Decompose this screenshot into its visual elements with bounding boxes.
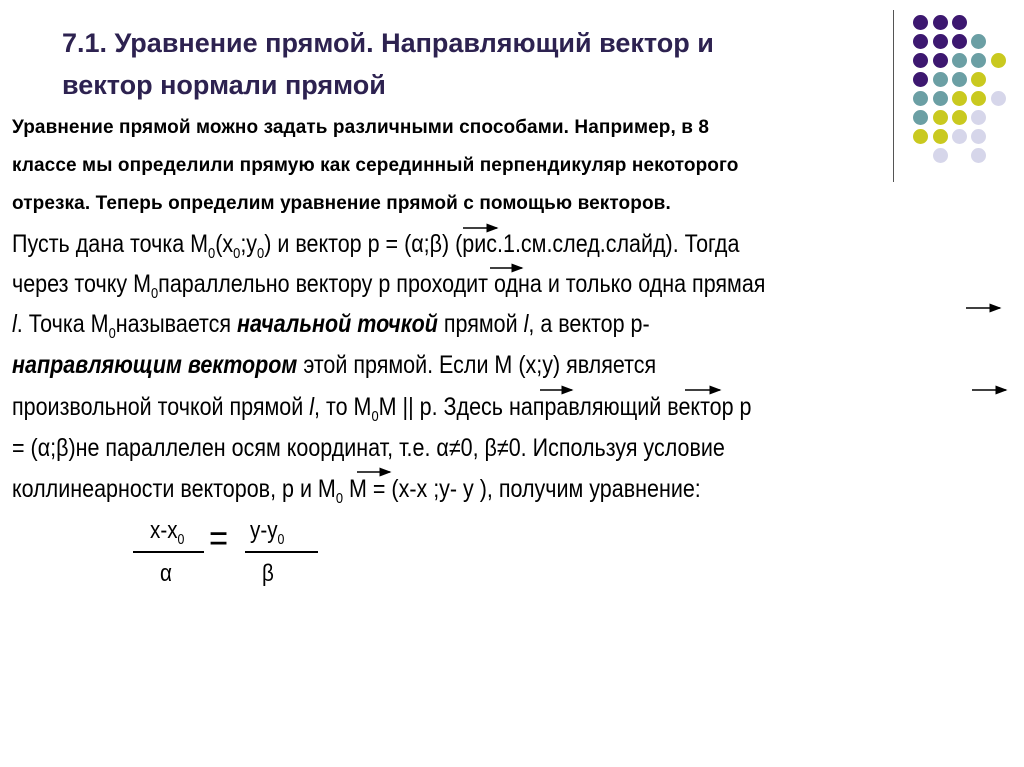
text-line-4: направляющим вектором этой прямой. Если М (х;у) является — [12, 351, 657, 379]
bold-line-1: Уравнение прямой можно задать различными способами. Например, в 8 — [12, 117, 710, 138]
formula-numerator-left: $х-х_0$ — [150, 517, 185, 548]
fraction-bar-right — [245, 551, 318, 553]
text-line-7: коллинеарности векторов, р и $М_0$ М = (х-х ;у- у ), получим уравнение: — [12, 475, 701, 507]
text-line-1: Пусть дана точка $М_0(х_0;у_0)$ и вектор р = (α;β) (рис.1.см.след.слайд). Тогда — [12, 230, 740, 262]
bold-line-3: отрезка. Теперь определим уравнение прямой с помощью векторов. — [12, 193, 671, 214]
formula-denominator-right: β — [262, 560, 274, 587]
text-line-2: через точку $М_0параллельно$ вектору р проходит одна и только одна прямая — [12, 270, 766, 302]
formula-denominator-left: α — [160, 560, 172, 587]
formula-equals: = — [209, 518, 229, 560]
slide-title-line-1: 7.1. Уравнение прямой. Направляющий вектор и — [62, 28, 714, 58]
text-line-5: произвольной точкой прямой l, то $М_0М$ || р. Здесь направляющий вектор р — [12, 393, 752, 425]
slide-title-line-2: вектор нормали прямой — [62, 70, 386, 100]
text-line-3: l. Точка $М_0называется$ начальной точкой прямой l, а вектор р- — [12, 310, 650, 342]
fraction-bar-left — [133, 551, 204, 553]
formula-numerator-right: $у-у_0$ — [250, 517, 285, 548]
bold-line-2: классе мы определили прямую как серединный перпендикуляр некоторого — [12, 155, 739, 176]
text-line-6: = (α;β)не параллелен осям координат, т.е. α≠0, β≠0. Используя условие — [12, 434, 725, 462]
